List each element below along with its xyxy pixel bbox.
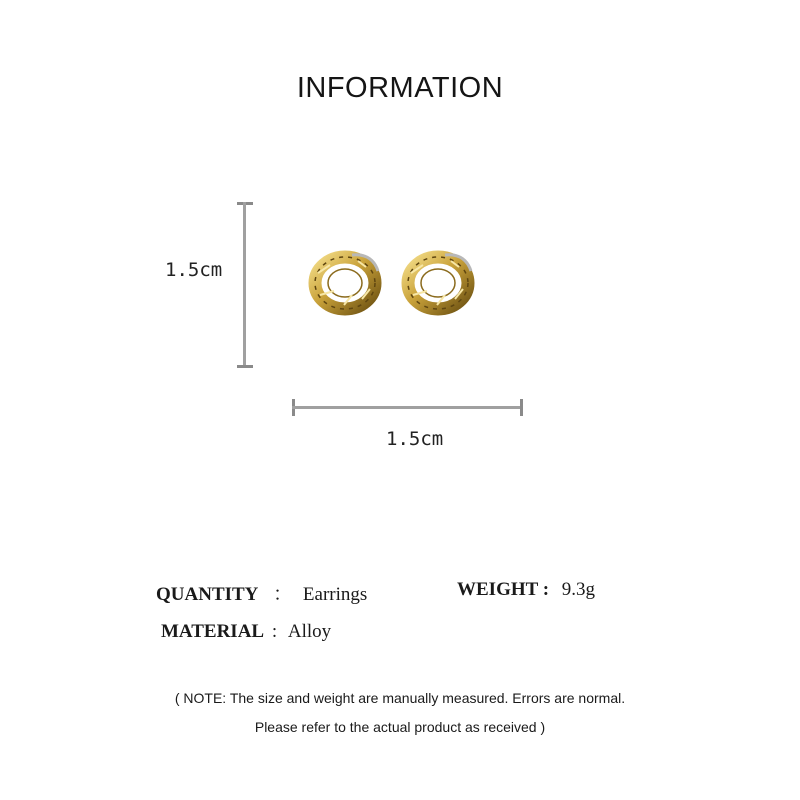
horizontal-dimension-ruler (292, 399, 523, 416)
quantity-row (156, 579, 367, 606)
width-dimension-label: 1.5cm (386, 428, 444, 450)
quantity-label: QUANTITY (156, 584, 259, 605)
vertical-dimension-ruler (237, 202, 253, 368)
earring-left-icon (300, 243, 390, 323)
material-row (161, 621, 331, 643)
material-value: Alloy (287, 621, 332, 642)
material-label: MATERIAL (161, 621, 265, 642)
page-title: INFORMATION (296, 72, 504, 104)
earring-right-icon (393, 243, 483, 323)
weight-value: 9.3g (561, 579, 596, 600)
height-dimension-label: 1.5cm (165, 259, 223, 281)
quantity-value: Earrings (302, 584, 368, 605)
material-separator: : (271, 621, 278, 642)
weight-row (457, 579, 595, 601)
note-line-1: ( NOTE: The size and weight are manually measured. Errors are normal. (174, 690, 626, 706)
quantity-separator: ： (273, 584, 293, 605)
note-line-2: Please refer to the actual product as received ) (254, 719, 546, 735)
weight-label: WEIGHT : (457, 579, 550, 600)
